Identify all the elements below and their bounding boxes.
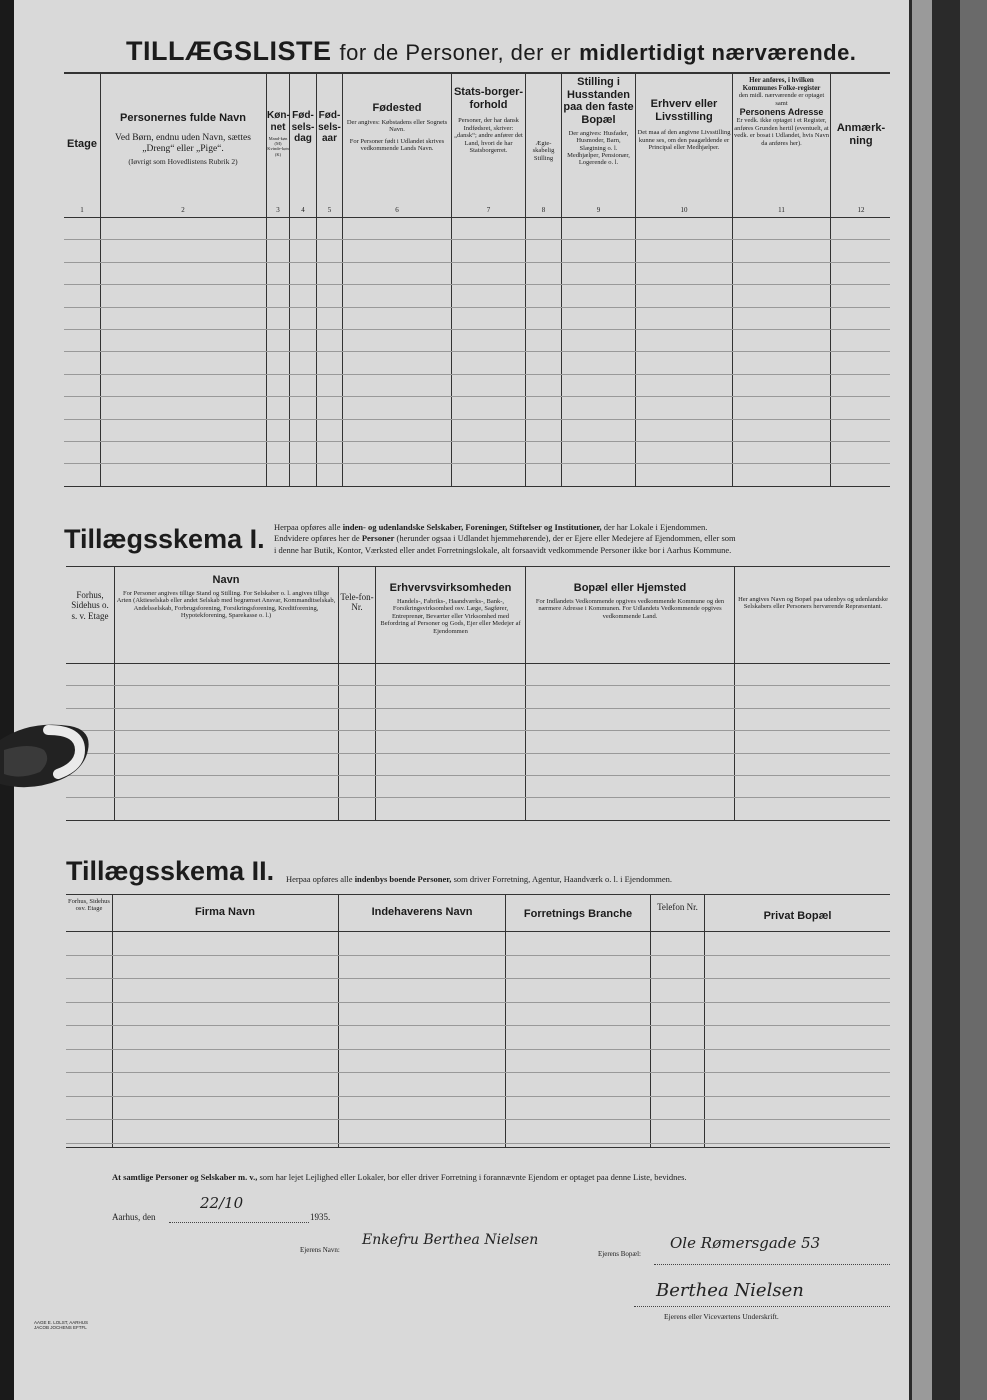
ruled-line [66, 753, 890, 754]
schema2-title: Tillægsskema II. [66, 856, 275, 886]
ruled-line [64, 239, 890, 240]
col-birthplace-header: Fødested Der angives: Købstadens eller Sognets Navn. For Personer født i Udlandet skrives vedkommende Lands Navn. [346, 102, 448, 153]
ruled-line [64, 307, 890, 308]
col-number: 5 [327, 206, 332, 214]
ruled-line [66, 1002, 890, 1003]
s1-col-floor: Forhus, Sidehus o. s. v. Etage [71, 590, 109, 621]
next-page-edge [960, 0, 987, 1400]
owner-name-label: Ejerens Navn: [300, 1246, 340, 1254]
col-number: 1 [80, 206, 84, 214]
ruled-line [66, 1072, 890, 1073]
col-birthday-header: Fød-sels-dag [291, 110, 315, 144]
ruled-line [64, 419, 890, 420]
col-number: 8 [541, 206, 546, 214]
col-number: 10 [680, 206, 688, 214]
title-bold: TILLÆGSLISTE [126, 36, 332, 66]
s2-col-firm: Firma Navn [195, 906, 255, 918]
ruled-line [66, 1049, 890, 1050]
col-number: 12 [857, 206, 865, 214]
schema2-description: Herpaa opføres alle indenbys boende Personer, som driver Forretning, Agentur, Haandværk o. l. i Ejendommen. [286, 874, 673, 884]
s1-col-residence: Bopæl eller Hjemsted For Indlandets Vedkommende opgives vedkommende Kommune og den nærmere Adresse i Kommunen. For Udlandets Vedkommende opgives vedkommende Land. [535, 582, 725, 620]
ruled-line [64, 262, 890, 263]
ruled-line [66, 955, 890, 956]
title-rest: for de Personer, der er [339, 40, 572, 65]
ruled-line [64, 441, 890, 442]
col-number: 4 [301, 206, 305, 214]
binder-clip-icon [0, 720, 92, 792]
ruled-line [66, 1025, 890, 1026]
col-marital-header: Ægte-skabelig Stilling [532, 140, 555, 162]
col-citizenship-header: Stats-borger-forhold Personer, der har dansk Indfødsret, skriver: „dansk“; andre anfører det Land, hvori de har Statsborgerret. [453, 86, 524, 155]
col-number: 11 [778, 206, 785, 214]
schema1-title: Tillægsskema I. [64, 524, 265, 554]
main-title [126, 36, 856, 67]
ruled-line [66, 978, 890, 979]
year: 1935. [310, 1212, 331, 1222]
s1-col-phone: Tele-fon-Nr. [340, 592, 374, 613]
signature-label: Ejerens eller Viceværtens Underskrift. [664, 1312, 779, 1321]
owner-name-value[interactable]: Enkefru Berthea Nielsen [362, 1232, 539, 1248]
ruled-line [66, 708, 890, 709]
form-page [14, 0, 909, 1400]
ruled-line [64, 329, 890, 330]
ruled-line [64, 351, 890, 352]
ruled-line [64, 396, 890, 397]
s2-col-floor: Forhus, Sidehus osv. Etage [68, 898, 110, 913]
s2-col-phone: Telefon Nr. [657, 902, 698, 912]
col-number: 6 [395, 206, 399, 214]
schema1-description: Herpaa opføres alle inden- og udenlandske Selskaber, Foreninger, Stiftelser og Institutioner, der har Lokale i Ejendommen. Endvidere opføres her de Personer (herunder ogsaa i Udlandet hjemmehørende), der er Ejere eller Medejere af Ejendommen, eller som i denne har Butik, Kontor, Værksted eller andet Forretningslokale, alt forsaavidt vedkommende Personer ikke bor i Aarhus Kommune. [274, 522, 736, 555]
col-register-header: Her anføres, i hvilken Kommunes Folke-register den midl. nærværende er optaget samt Personens Adresse Er vedk. ikke optaget i et Register, anføres Grunden hertil (eventuelt, at vedk. er bosat i Udlandet, hvis Navn da anføres her). [734, 76, 829, 147]
col-number: 9 [596, 206, 601, 214]
ruled-line [66, 797, 890, 798]
ruled-line [66, 730, 890, 731]
place-label: Aarhus, den [112, 1212, 156, 1222]
col-remarks-header: Anmærk-ning [836, 122, 886, 147]
printer-mark: AAGE E. LOLST, AARHUS JACOB JOCHENS EFTFL [34, 1320, 89, 1331]
date-handwritten[interactable]: 22/10 [200, 1194, 244, 1212]
ruled-line [66, 1119, 890, 1120]
col-household-header: Stilling i Husstanden paa den faste Bopæl Der angives: Husfader, Husmoder, Barn, Slægtning o. l. Medhjælper, Pensionær, Logerende o. l. [563, 76, 634, 167]
attestation: At samtlige Personer og Selskaber m. v., som har lejet Lejlighed eller Lokaler, bor eller driver Forretning i forannævnte Ejendom er optaget paa denne Liste, bevidnes. [112, 1172, 687, 1182]
col-sex-header: Køn-net Mand-køn (M) Kvinde-køn (K) [267, 110, 290, 157]
col-birthyear-header: Fød-sels-aar [318, 110, 341, 144]
col-occupation-header: Erhverv eller Livsstilling Det maa af den angivne Livsstilling kunne ses, om den paagældende er Principal eller Medhjælper. [637, 98, 731, 152]
owner-address-value[interactable]: Ole Rømersgade 53 [670, 1234, 821, 1252]
col-number: 3 [276, 206, 280, 214]
col-number: 2 [181, 206, 185, 214]
ruled-line [64, 374, 890, 375]
ruled-line [66, 685, 890, 686]
ruled-line [66, 1143, 890, 1144]
ruled-line [64, 463, 890, 464]
s2-col-private: Privat Bopæl [763, 910, 832, 922]
s2-col-branch: Forretnings Branche [523, 908, 633, 920]
owner-address-label: Ejerens Bopæl: [598, 1250, 641, 1258]
ruled-line [66, 1096, 890, 1097]
page-edge [912, 0, 932, 1400]
col-etage-header: Etage [67, 138, 97, 150]
col-name-header: Personernes fulde Navn Ved Børn, endnu uden Navn, sættes „Dreng“ eller „Pige“. (Iøvrigt som Hovedlistens Rubrik 2) [115, 112, 251, 167]
signature[interactable]: Berthea Nielsen [656, 1280, 804, 1301]
s1-col-name: Navn For Personer angives tillige Stand og Stilling. For Selskaber o. l. angives tillige Arten (Aktieselskab eller andet Selskab med begrænset Ansvar, Kommanditselskab, Andelsselskab, Forbrugsforening, Forsikringsforening, Kreditforening, Hypotekforening, Sparekasse o. l.) [116, 574, 336, 620]
s1-col-representative: Her angives Navn og Bopæl paa udenbys og udenlandske Selskabers eller Personers herværende Repræsentant. [738, 596, 888, 611]
s2-col-owner: Indehaverens Navn [371, 906, 473, 918]
col-number: 7 [486, 206, 491, 214]
title-bold2: midlertidigt nærværende. [579, 40, 857, 65]
ruled-line [64, 284, 890, 285]
s1-col-business: Erhvervsvirksomheden Handels-, Fabriks-, Haandværks-, Bank-, Forsikringsvirksomhed osv. Læge, Sagfører, Entreprenør, Beværter eller Virksomhed med Befordring af Personer og Gods, Ejer eller Medejer af Ejendommen [380, 582, 521, 635]
ruled-line [66, 775, 890, 776]
